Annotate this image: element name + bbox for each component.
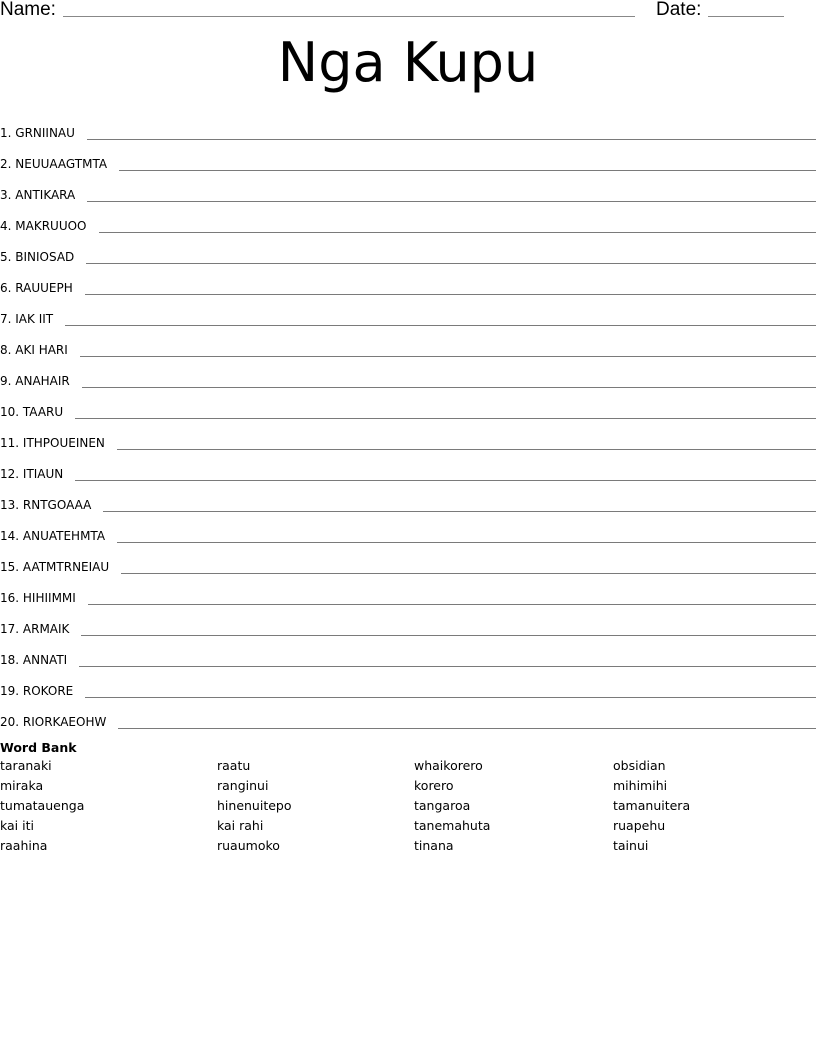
clue-row bbox=[0, 668, 816, 699]
clue-text: 12. ITIAUN bbox=[0, 467, 64, 481]
word-bank-item: kai rahi bbox=[217, 818, 264, 833]
word-bank-item: tumatauenga bbox=[0, 798, 85, 813]
answer-line bbox=[79, 666, 816, 667]
answer-line bbox=[75, 480, 816, 481]
answer-line bbox=[86, 263, 816, 264]
word-bank-item: kai iti bbox=[0, 818, 34, 833]
word-bank-title: Word Bank bbox=[0, 740, 77, 755]
word-bank-item: tanemahuta bbox=[414, 818, 491, 833]
clue-text: 8. AKI HARI bbox=[0, 343, 68, 357]
clue-row bbox=[0, 513, 816, 544]
answer-line bbox=[118, 728, 816, 729]
clue-row bbox=[0, 358, 816, 389]
clue-text: 3. ANTIKARA bbox=[0, 188, 76, 202]
clue-row bbox=[0, 451, 816, 482]
word-bank-item: taranaki bbox=[0, 758, 52, 773]
clue-row bbox=[0, 203, 816, 234]
answer-line bbox=[82, 387, 816, 388]
word-bank-item: tainui bbox=[613, 838, 649, 853]
word-bank-item: tamanuitera bbox=[613, 798, 691, 813]
clue-row bbox=[0, 637, 816, 668]
clue-row bbox=[0, 606, 816, 637]
word-bank-item: mihimihi bbox=[613, 778, 668, 793]
clue-text: 20. RIORKAEOHW bbox=[0, 715, 107, 729]
word-bank-item: whaikorero bbox=[414, 758, 483, 773]
date-line bbox=[708, 16, 784, 17]
clue-row bbox=[0, 172, 816, 203]
word-bank-item: hinenuitepo bbox=[217, 798, 292, 813]
clue-row bbox=[0, 327, 816, 358]
word-bank-item: ruaumoko bbox=[217, 838, 280, 853]
clue-row bbox=[0, 699, 816, 730]
word-bank-item: tinana bbox=[414, 838, 454, 853]
clue-text: 6. RAUUEPH bbox=[0, 281, 73, 295]
clue-text: 14. ANUATEHMTA bbox=[0, 529, 106, 543]
clue-row bbox=[0, 141, 816, 172]
clue-text: 15. AATMTRNEIAU bbox=[0, 560, 110, 574]
answer-line bbox=[88, 604, 816, 605]
clue-row bbox=[0, 110, 816, 141]
answer-line bbox=[87, 139, 816, 140]
clue-text: 11. ITHPOUEINEN bbox=[0, 436, 105, 450]
answer-line bbox=[117, 542, 816, 543]
answer-line bbox=[75, 418, 816, 419]
word-bank-item: tangaroa bbox=[414, 798, 471, 813]
clue-row bbox=[0, 389, 816, 420]
clue-row bbox=[0, 296, 816, 327]
clue-text: 13. RNTGOAAA bbox=[0, 498, 92, 512]
clue-text: 4. MAKRUUOO bbox=[0, 219, 87, 233]
clue-text: 5. BINIOSAD bbox=[0, 250, 75, 264]
answer-line bbox=[85, 294, 816, 295]
clue-text: 19. ROKORE bbox=[0, 684, 74, 698]
answer-line bbox=[119, 170, 816, 171]
clue-text: 16. HIHIIMMI bbox=[0, 591, 76, 605]
answer-line bbox=[103, 511, 816, 512]
word-bank-item: raahina bbox=[0, 838, 48, 853]
name-label: Name: bbox=[0, 0, 56, 20]
clue-text: 1. GRNIINAU bbox=[0, 126, 75, 140]
word-bank-item: raatu bbox=[217, 758, 251, 773]
clue-text: 9. ANAHAIR bbox=[0, 374, 70, 388]
word-bank-grid bbox=[0, 758, 816, 858]
date-label: Date: bbox=[656, 0, 702, 20]
clue-text: 10. TAARU bbox=[0, 405, 64, 419]
clue-row bbox=[0, 544, 816, 575]
clue-row bbox=[0, 482, 816, 513]
name-line bbox=[63, 16, 635, 17]
answer-line bbox=[85, 697, 816, 698]
clue-text: 18. ANNATI bbox=[0, 653, 68, 667]
word-bank-item: korero bbox=[414, 778, 454, 793]
clue-list bbox=[0, 110, 816, 730]
worksheet-header bbox=[0, 0, 816, 24]
word-bank-item: miraka bbox=[0, 778, 44, 793]
answer-line bbox=[99, 232, 816, 233]
clue-row bbox=[0, 234, 816, 265]
answer-line bbox=[87, 201, 816, 202]
clue-row bbox=[0, 575, 816, 606]
word-bank-item: ruapehu bbox=[613, 818, 666, 833]
word-bank-item: obsidian bbox=[613, 758, 666, 773]
answer-line bbox=[121, 573, 816, 574]
page-title: Nga Kupu bbox=[277, 31, 539, 94]
clue-text: 17. ARMAIK bbox=[0, 622, 70, 636]
answer-line bbox=[80, 356, 816, 357]
clue-text: 2. NEUUAAGTMTA bbox=[0, 157, 108, 171]
clue-row bbox=[0, 265, 816, 296]
answer-line bbox=[81, 635, 816, 636]
word-bank-item: ranginui bbox=[217, 778, 269, 793]
word-bank bbox=[0, 740, 816, 858]
answer-line bbox=[117, 449, 816, 450]
answer-line bbox=[65, 325, 816, 326]
clue-row bbox=[0, 420, 816, 451]
clue-text: 7. IAK IIT bbox=[0, 312, 54, 326]
